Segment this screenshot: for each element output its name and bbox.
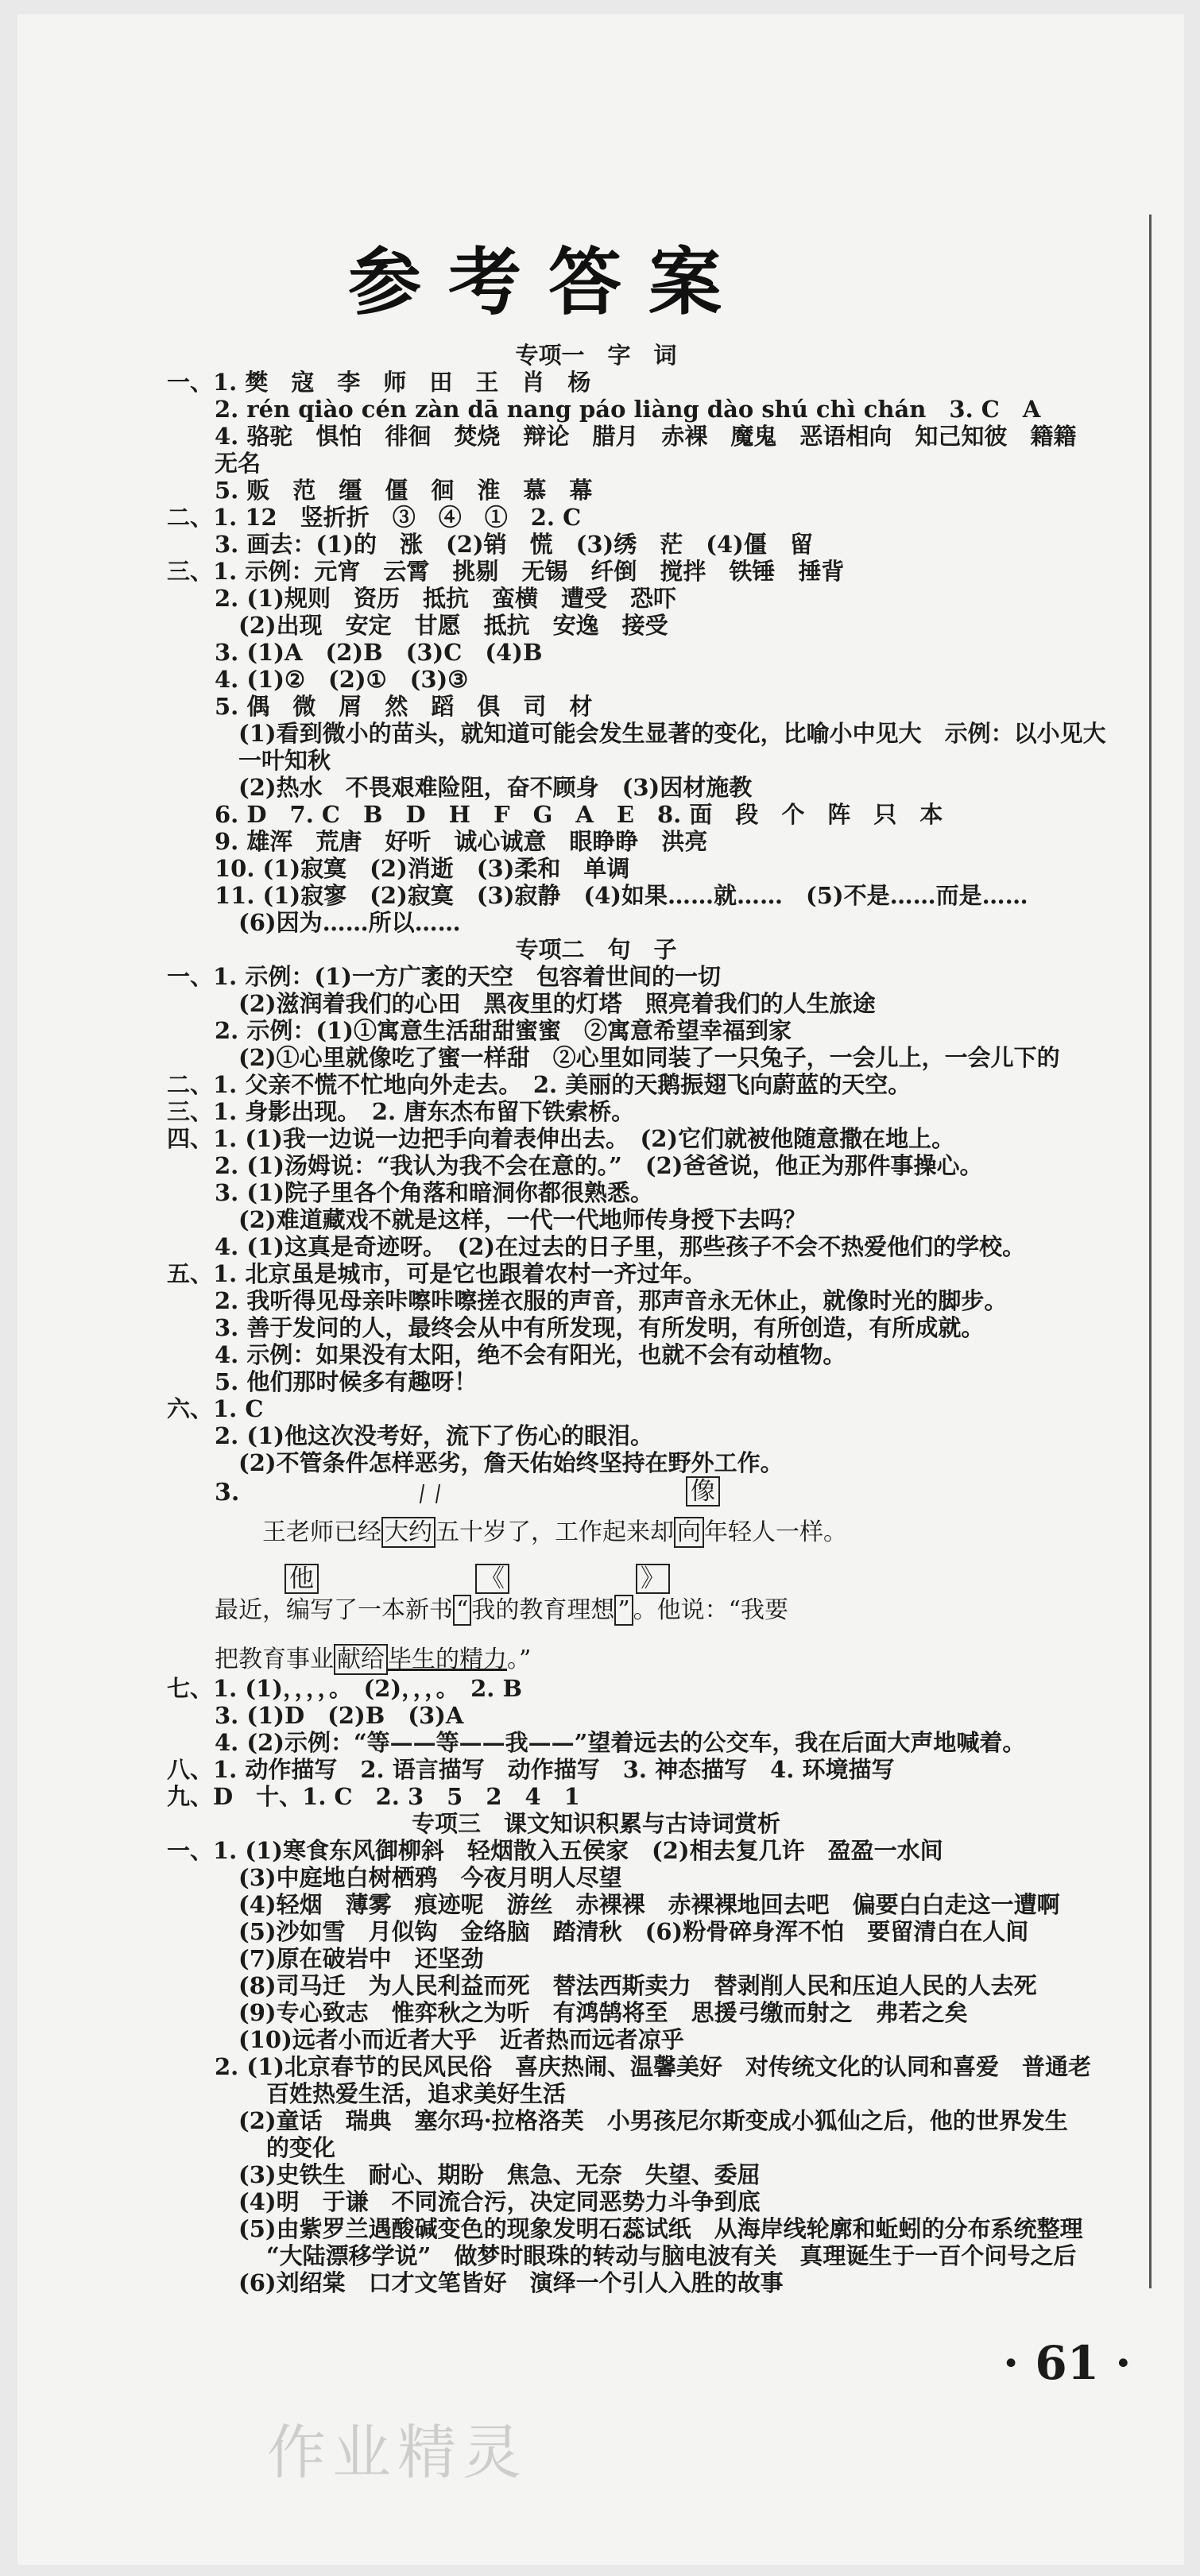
answer-line: (9)专心致志 惟弈秋之为听 有鸿鹄将至 思援弓缴而射之 弗若之矣 xyxy=(238,1999,968,2026)
answer-line: 八、1. 动作描写 2. 语言描写 动作描写 3. 神态描写 4. 环境描写 xyxy=(167,1756,895,1783)
section-heading: 专项二 句 子 xyxy=(515,936,677,963)
insert-like: 像 xyxy=(686,1476,720,1507)
answer-line: (3)史铁生 耐心、期盼 焦急、无奈 失望、委屈 xyxy=(238,2161,761,2188)
answer-line: (2)难道藏戏不就是这样，一代一代地师传身授下去吗？ xyxy=(238,1206,807,1233)
answer-line: 2. (1)他这次没考好，流下了伤心的眼泪。 xyxy=(215,1422,653,1449)
answer-line: 七、1. (1)，，，，。 (2)，，，。 2. B xyxy=(167,1675,522,1702)
figure-line-2: 最近，编写了一本新书 “ 我的教育理想 ” 。他说：“我要 xyxy=(215,1596,789,1624)
section-heading: 专项一 字 词 xyxy=(515,342,677,369)
deleted-word-about: 大约 xyxy=(381,1517,435,1548)
answer-line: 3. 画去：(1)的 涨 (2)销 慌 (3)绣 茫 (4)僵 留 xyxy=(215,531,813,558)
answer-line: 3. (1)院子里各个角落和暗洞你都很熟悉。 xyxy=(215,1179,653,1206)
answer-line: 2. 我听得见母亲咔嚓咔嚓搓衣服的声音，那声音永无休止，就像时光的脚步。 xyxy=(215,1287,1008,1314)
answer-line: (3)中庭地白树栖鸦 今夜月明人尽望 xyxy=(238,1864,622,1891)
answer-line: 3. (1)D (2)B (3)A xyxy=(215,1702,464,1729)
insert-close-title: 》 xyxy=(636,1564,670,1594)
answer-line: (2)①心里就像吃了蜜一样甜 ②心里如同装了一只兔子，一会儿上，一会儿下的 xyxy=(238,1044,1060,1071)
answer-line: 2. (1)北京春节的民风民俗 喜庆热闹、温馨美好 对传统文化的认同和喜爱 普通老 xyxy=(215,2053,1091,2080)
answer-line: (4)轻烟 薄雾 痕迹呢 游丝 赤裸裸 赤裸裸地回去吧 偏要白白走这一遭啊 xyxy=(238,1891,1060,1918)
answer-line: 的变化 xyxy=(266,2134,336,2161)
answer-line: 2. 示例：(1)①寓意生活甜甜蜜蜜 ②寓意希望幸福到家 xyxy=(215,1017,792,1044)
answer-line: (5)由紫罗兰遇酸碱变色的现象发明石蕊试纸 从海岸线轮廓和蚯蚓的分布系统整理 xyxy=(238,2215,1083,2242)
answer-line: 一、1. 樊 寇 李 师 田 王 肖 杨 xyxy=(167,369,591,396)
answer-line: (2)童话 瑞典 塞尔玛·拉格洛芙 小男孩尼尔斯变成小狐仙之后，他的世界发生 xyxy=(238,2107,1068,2134)
answer-line: (4)明 于谦 不同流合污，决定同恶势力斗争到底 xyxy=(238,2188,761,2215)
answer-line: (5)沙如雪 月似钩 金络脑 踏清秋 (6)粉骨碎身浑不怕 要留清白在人间 xyxy=(238,1918,1029,1945)
section-heading: 专项三 课文知识积累与古诗词赏析 xyxy=(411,1810,780,1837)
answer-line: 九、D 十、1. C 2. 3 5 2 4 1 xyxy=(167,1783,580,1810)
answer-line: 3. (1)A (2)B (3)C (4)B xyxy=(215,639,543,666)
figure-number: 3. xyxy=(215,1479,240,1507)
answer-line: 二、1. 12 竖折折 ③ ④ ① 2. C xyxy=(167,504,582,531)
answer-line: (2)热水 不畏艰难险阻，奋不顾身 (3)因材施教 xyxy=(238,774,753,801)
answer-line: 5. 他们那时候多有趣呀！ xyxy=(215,1368,478,1395)
answer-line: (2)出现 安定 甘愿 抵抗 安逸 接受 xyxy=(238,612,668,639)
margin-rule xyxy=(1149,215,1152,2288)
answer-line: (8)司马迁 为人民利益而死 替法西斯卖力 替剥削人民和压迫人民的人去死 xyxy=(238,1972,1037,1999)
figure-line-3: 把教育事业 献给 毕生的精力。” xyxy=(215,1646,532,1673)
page-number: · 61 · xyxy=(1003,2336,1132,2390)
answer-line: 一、1. (1)寒食东风御柳斜 轻烟散入五侯家 (2)相去复几许 盈盈一水间 xyxy=(167,1837,943,1864)
answer-line: (1)看到微小的苗头，就知道可能会发生显著的变化，比喻小中见大 示例：以小见大 xyxy=(238,720,1106,747)
answer-line: (6)因为……所以…… xyxy=(238,909,461,936)
answer-line: “大陆漂移学说” 做梦时眼珠的转动与脑电波有关 真理诞生于一百个问号之后 xyxy=(266,2242,1077,2269)
answer-line: (6)刘绍棠 口才文笔皆好 演绎一个引人入胜的故事 xyxy=(238,2269,784,2296)
answer-line: 5. 贩 范 缰 僵 徊 淮 慕 幕 xyxy=(215,477,593,504)
insert-he: 他 xyxy=(285,1564,319,1594)
insert-mark xyxy=(420,1484,440,1503)
answer-line: (10)远者小而近者大乎 近者热而远者凉乎 xyxy=(238,2026,684,2053)
answer-line: (2)滋润着我们的心田 黑夜里的灯塔 照亮着我们的人生旅途 xyxy=(238,990,876,1017)
answer-line: 一叶知秋 xyxy=(238,747,331,774)
answer-line: 一、1. 示例：(1)一方广袤的天空 包容着世间的一切 xyxy=(167,963,721,990)
answer-line: 5. 偶 微 屑 然 蹈 俱 司 材 xyxy=(215,693,593,720)
insert-open-title: 《 xyxy=(475,1564,509,1594)
answer-line: 4. (1)这真是奇迹呀。 (2)在过去的日子里，那些孩子不会不热爱他们的学校。 xyxy=(215,1233,1026,1260)
watermark: 作业精灵 xyxy=(267,2419,528,2487)
answer-line: 六、1. C xyxy=(167,1395,264,1422)
swap-mark: 献给 xyxy=(334,1644,388,1675)
figure-line-1: 王老师已经 大约 五十岁了，工作起来却 向 年轻人一样。 xyxy=(262,1518,847,1546)
page-title: 参考答案 xyxy=(347,240,749,325)
answer-content xyxy=(167,342,1136,2296)
answer-line: 10. (1)寂寞 (2)消逝 (3)柔和 单调 xyxy=(215,855,630,882)
answer-line: (7)原在破岩中 还坚劲 xyxy=(238,1945,484,1972)
answer-line: 4. (2)示例：“等——等——我——”望着远去的公交车，我在后面大声地喊着。 xyxy=(215,1729,1026,1756)
corrected-word: 向 xyxy=(674,1517,704,1548)
answer-line: 3. 善于发问的人，最终会从中有所发现，有所发明，有所创造，有所成就。 xyxy=(215,1314,985,1341)
answer-line: 百姓热爱生活，追求美好生活 xyxy=(266,2080,567,2107)
answer-line: 2. (1)汤姆说：“我认为我不会在意的。” (2)爸爸说，他正为那件事操心。 xyxy=(215,1152,983,1179)
answer-line: 二、1. 父亲不慌不忙地向外走去。 2. 美丽的天鹅振翅飞向蔚蓝的天空。 xyxy=(167,1071,912,1098)
answer-line: 11. (1)寂寥 (2)寂寞 (3)寂静 (4)如果……就…… (5)不是……而是…… xyxy=(215,882,1028,909)
answer-line: (2)不管条件怎样恶劣，詹天佑始终坚持在野外工作。 xyxy=(238,1449,784,1476)
answer-line: 三、1. 身影出现。 2. 唐东杰布留下铁索桥。 xyxy=(167,1098,635,1125)
answer-line: 五、1. 北京虽是城市，可是它也跟着农村一齐过年。 xyxy=(167,1260,706,1287)
answer-line: 四、1. (1)我一边说一边把手向着表伸出去。 (2)它们就被他随意撒在地上。 xyxy=(167,1125,955,1152)
answer-line: 9. 雄浑 荒唐 好听 诚心诚意 眼睁睁 洪亮 xyxy=(215,828,708,855)
proofread-figure xyxy=(167,1478,1136,1673)
answer-line: 6. D 7. C B D H F G A E 8. 面 段 个 阵 只 本 xyxy=(215,801,943,828)
answer-line: 4. (1)② (2)① (3)③ xyxy=(215,666,469,693)
answer-line: 三、1. 示例：元宵 云霄 挑剔 无锡 纤倒 搅拌 铁锤 捶背 xyxy=(167,558,845,585)
answer-line: 2. (1)规则 资历 抵抗 蛮横 遭受 恐吓 xyxy=(215,585,676,612)
answer-line: 4. 示例：如果没有太阳，绝不会有阳光，也就不会有动植物。 xyxy=(215,1341,846,1368)
answer-line: 无名 xyxy=(215,450,261,477)
answer-line: 2. rén qiào cén zàn dā nang páo liàng dào shú chì chán 3. C A xyxy=(215,396,1041,423)
answer-line: 4. 骆驼 惧怕 徘徊 焚烧 辩论 腊月 赤裸 魔鬼 恶语相向 知己知彼 籍籍 xyxy=(215,423,1077,450)
